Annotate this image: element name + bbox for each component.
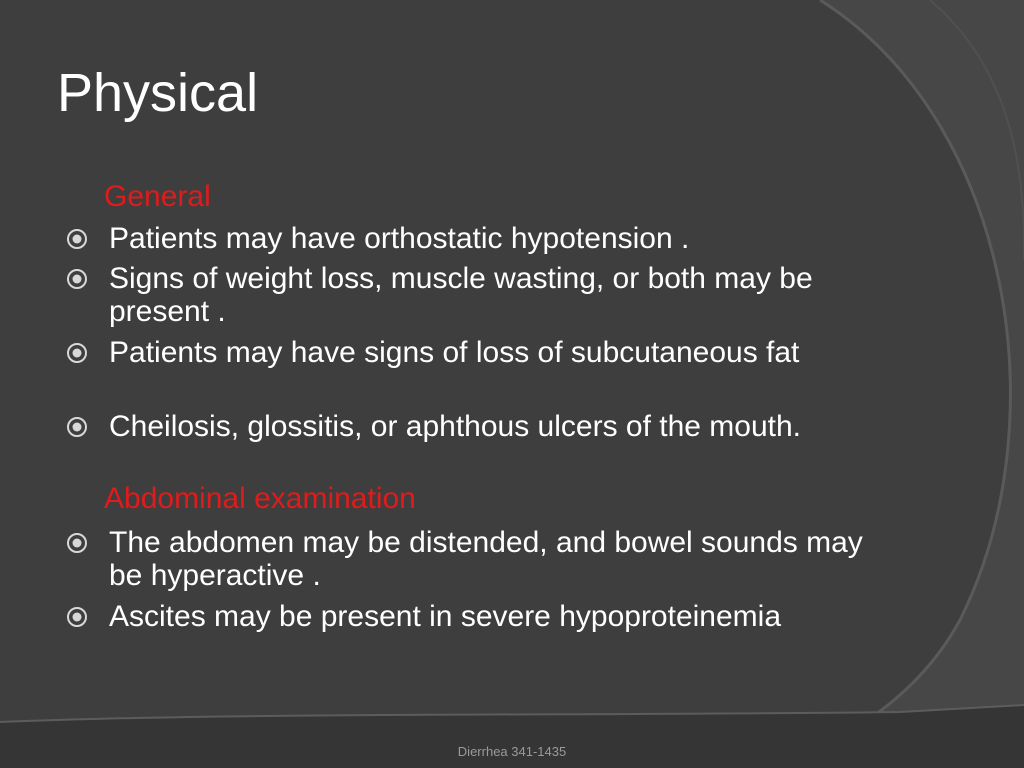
bullet-text: Ascites may be present in severe hypoproteinemia	[109, 600, 782, 633]
circled-dot-bullet-icon	[66, 268, 88, 290]
slide-title: Physical	[57, 63, 259, 123]
circled-dot-bullet-icon	[66, 532, 88, 554]
bullet-text: Cheilosis, glossitis, or aphthous ulcers of the mouth.	[109, 410, 802, 443]
slide-footer	[0, 744, 1024, 759]
bullet-text: Patients may have signs of loss of subcutaneous fat	[109, 336, 800, 369]
section-heading-abdominal: Abdominal examination	[104, 482, 416, 515]
bullet-text: Signs of weight loss, muscle wasting, or both may be present .	[109, 262, 813, 328]
circled-dot-bullet-icon	[66, 342, 88, 364]
circled-dot-bullet-icon	[66, 606, 88, 628]
bullet-text: The abdomen may be distended, and bowel sounds may be hyperactive .	[109, 526, 863, 592]
section-heading-general: General	[104, 180, 211, 213]
circled-dot-bullet-icon	[66, 228, 88, 250]
circled-dot-bullet-icon	[66, 416, 88, 438]
bullet-text: Patients may have orthostatic hypotension .	[109, 222, 690, 255]
footer-text: Dierrhea 341-1435	[457, 744, 567, 759]
